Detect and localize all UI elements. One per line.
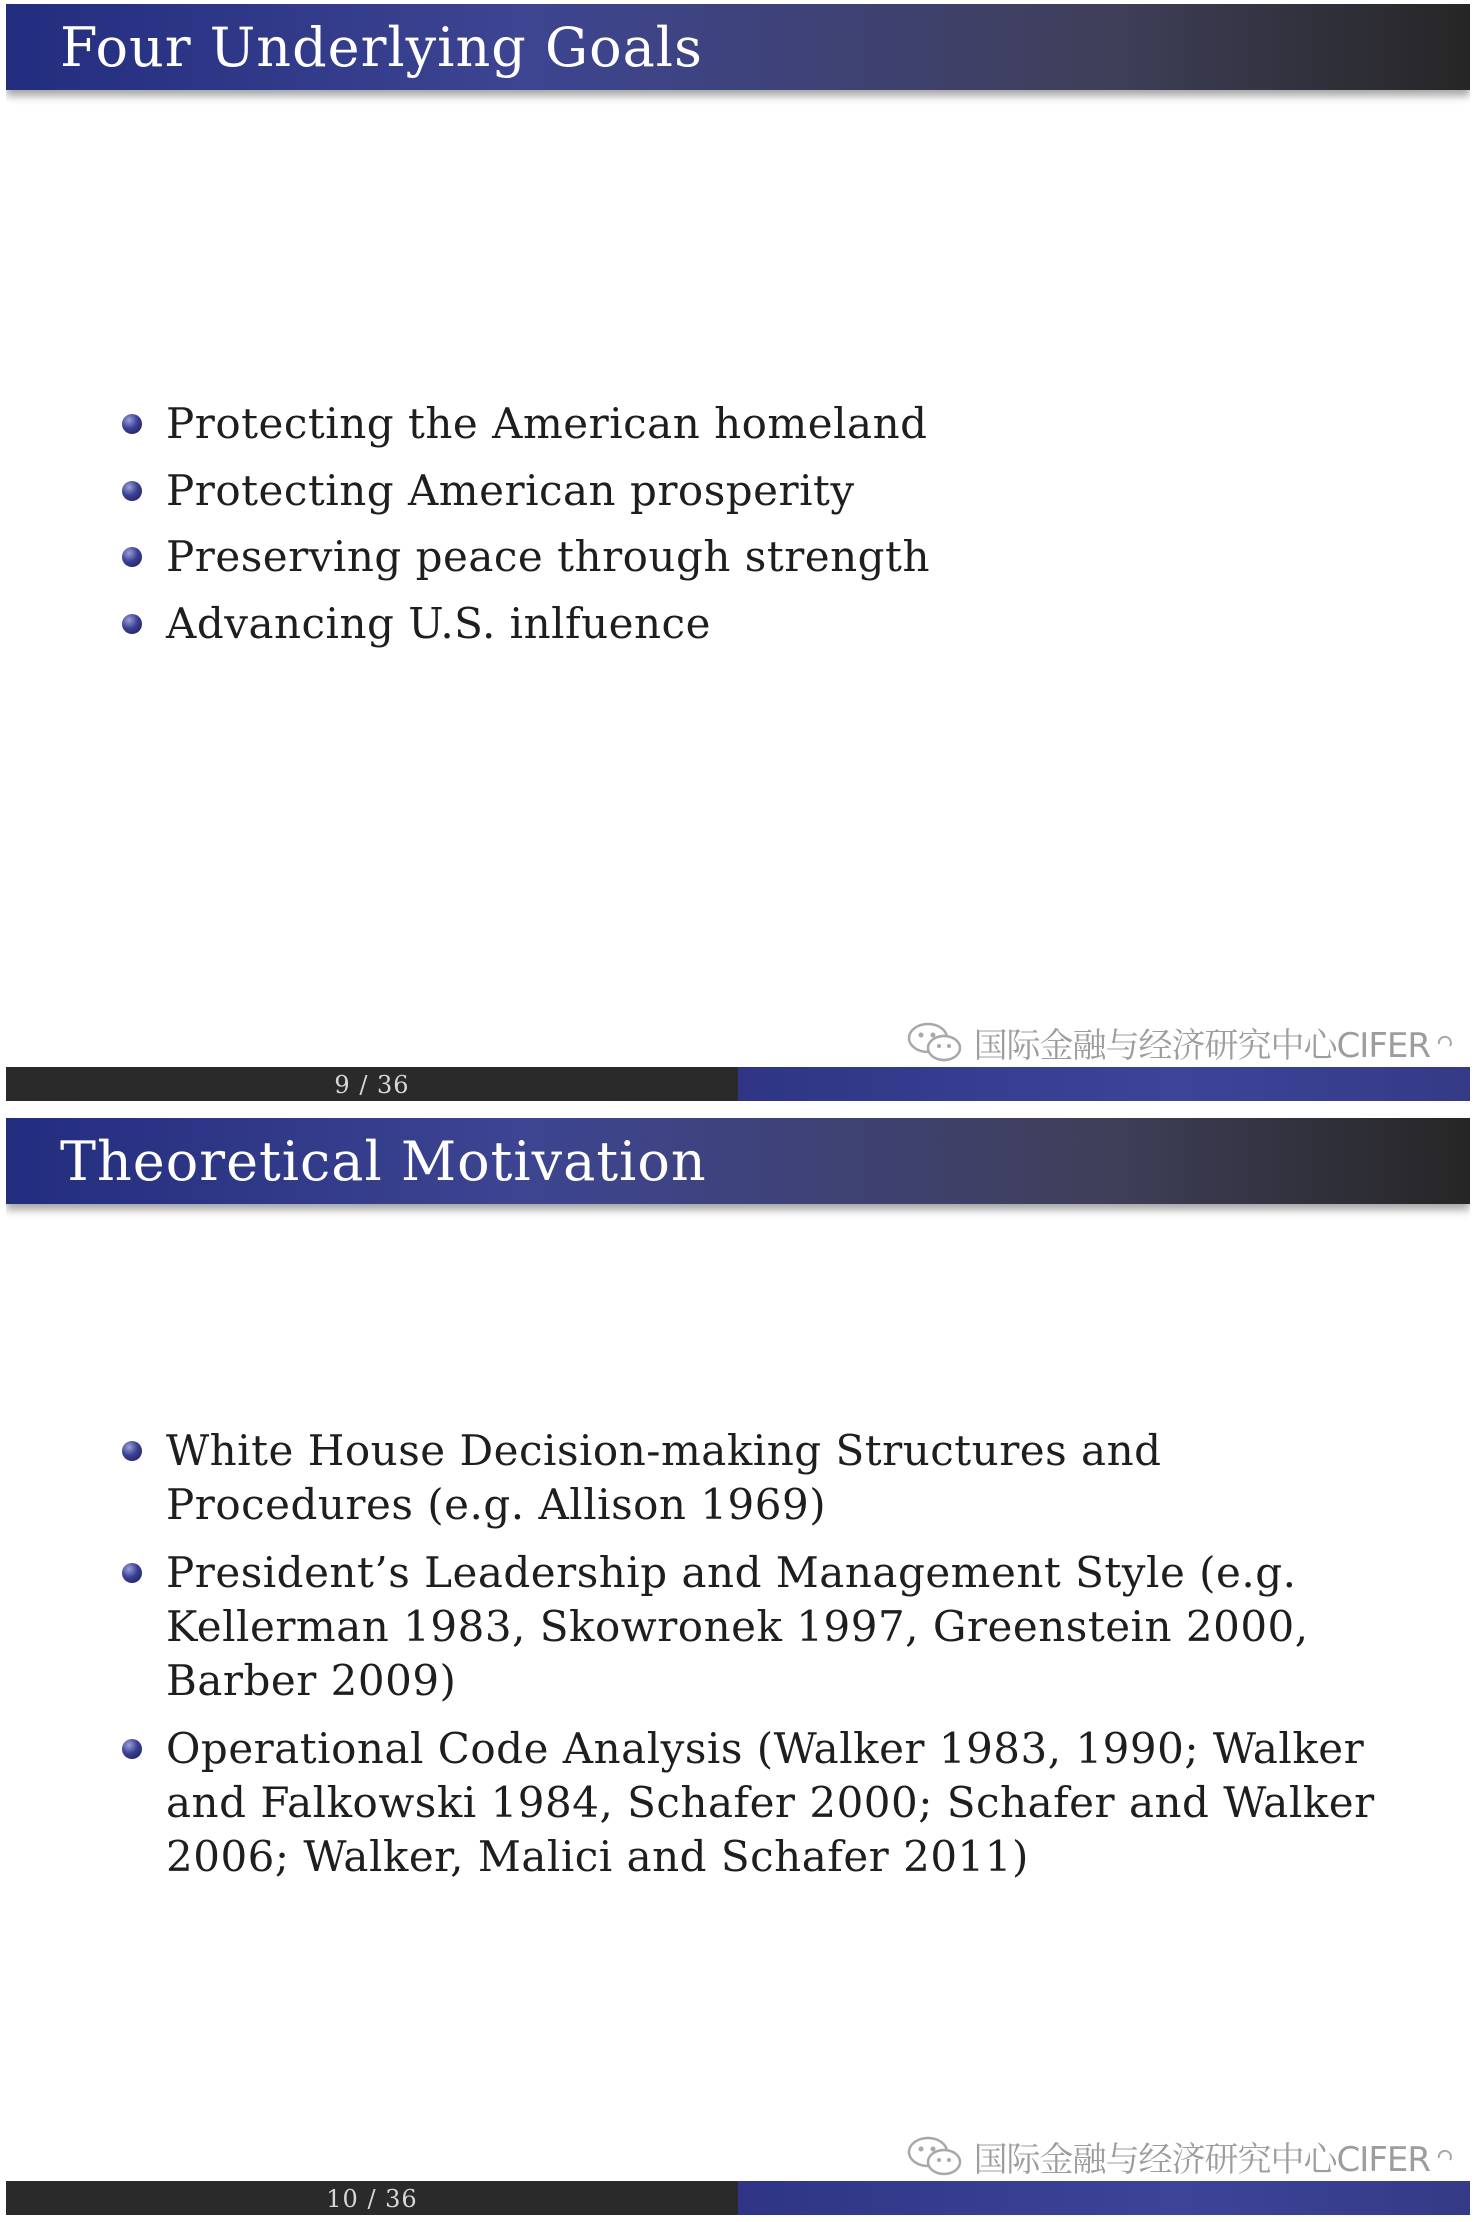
footer-bar <box>6 1067 1470 1101</box>
bullet-dot-icon <box>122 481 142 501</box>
bullet-dot-icon <box>122 614 142 634</box>
footer-right <box>738 2181 1470 2215</box>
bullet-item <box>166 1424 1386 1532</box>
bullet-item <box>166 1722 1386 1884</box>
bullet-dot-icon <box>122 1739 142 1759</box>
bullet-item <box>166 530 1386 584</box>
watermark-text: 国际金融与经济研究中心CIFER <box>973 2139 1430 2180</box>
bullet-text: Preserving peace through strength <box>166 532 930 581</box>
bullet-text: Protecting American prosperity <box>166 466 855 515</box>
wechat-icon <box>906 1022 964 1062</box>
page-number: 9 / 36 <box>334 1071 410 1099</box>
bullet-text: Advancing U.S. inlfuence <box>166 599 711 648</box>
wechat-icon <box>906 2136 964 2176</box>
title-bar <box>6 1118 1470 1204</box>
bullet-dot-icon <box>122 1441 142 1461</box>
slide-title: Four Underlying Goals <box>60 16 703 79</box>
bullet-item <box>166 1546 1386 1708</box>
bullet-dot-icon <box>122 547 142 567</box>
bullet-item <box>166 597 1386 651</box>
watermark <box>834 1018 1454 1066</box>
bullet-text: President’s Leadership and Management Style (e.g. Kellerman 1983, Skowronek 1997, Greenstein 2000, Barber 2009) <box>166 1548 1309 1705</box>
slide-10 <box>6 1118 1470 2218</box>
watermark-text: 国际金融与经济研究中心CIFER <box>973 1025 1430 1066</box>
footer-bar <box>6 2181 1470 2215</box>
bullet-item <box>166 397 1386 451</box>
bullet-text: White House Decision-making Structures and Procedures (e.g. Allison 1969) <box>166 1426 1162 1529</box>
swirl-icon <box>1436 1033 1454 1051</box>
footer-left <box>6 2181 738 2215</box>
bullet-dot-icon <box>122 1563 142 1583</box>
slide-9 <box>6 4 1470 1104</box>
slide-title: Theoretical Motivation <box>60 1130 707 1193</box>
bullet-text: Operational Code Analysis (Walker 1983, 1990; Walker and Falkowski 1984, Schafer 2000; Schafer and Walker 2006; Walker, Malici and Schafer 2011) <box>166 1724 1375 1881</box>
watermark <box>834 2132 1454 2180</box>
swirl-icon <box>1436 2147 1454 2165</box>
bullet-item <box>166 464 1386 518</box>
bullet-text: Protecting the American homeland <box>166 399 928 448</box>
footer-right <box>738 1067 1470 1101</box>
title-bar <box>6 4 1470 90</box>
page-number: 10 / 36 <box>326 2185 418 2213</box>
footer-left <box>6 1067 738 1101</box>
bullet-dot-icon <box>122 414 142 434</box>
